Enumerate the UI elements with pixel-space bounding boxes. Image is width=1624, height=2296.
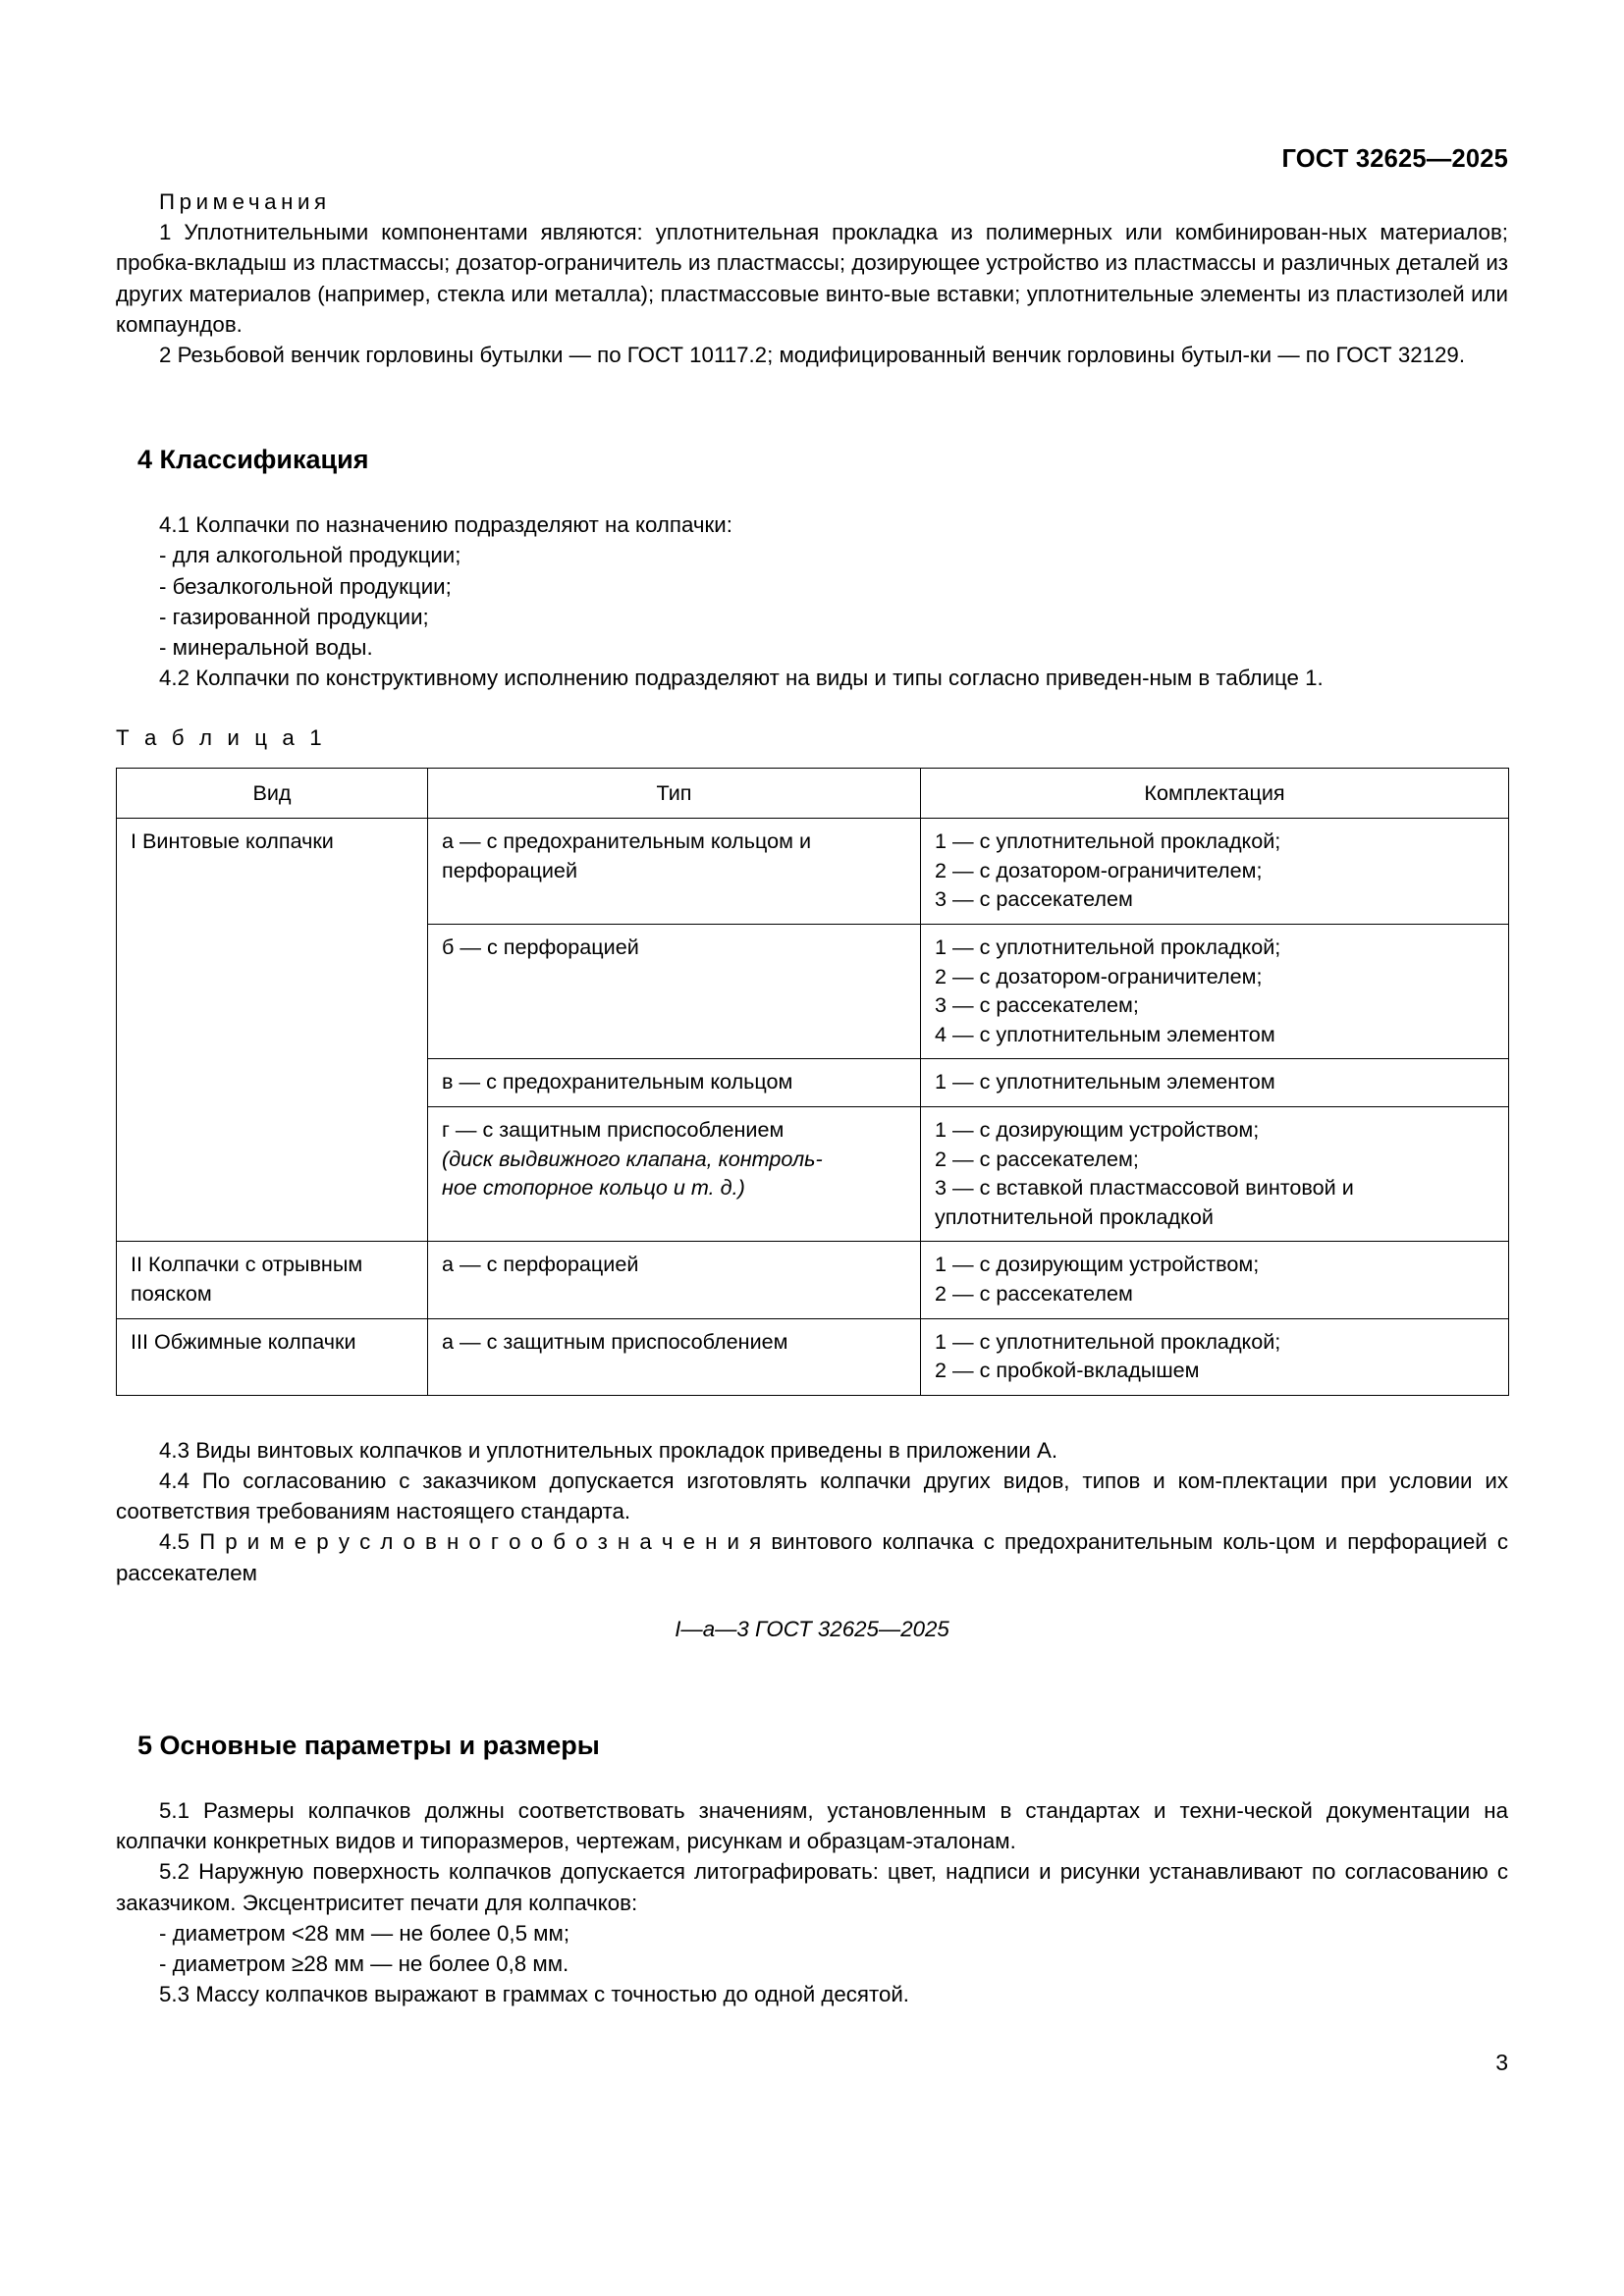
table-cell-line: 1 — с уплотнительной прокладкой; bbox=[935, 1328, 1281, 1354]
table-cell-line: 2 — с дозатором-ограничителем; bbox=[935, 857, 1263, 882]
table-header-tip: Тип bbox=[428, 768, 921, 819]
note-item-1: 1 Уплотнительными компонентами являются: уплотнительная прокладка из полимерных или комбинирован-ных материалов; пробка-вкладыш из пластмассы; дозатор-ограничитель из пластмассы; дозирующее устройство из пластмассы и различных деталей из других материалов (например, стекла или металла); пластмассовые винто-вые вставки; уплотнительные элементы из пластизолей или компаундов. bbox=[116, 220, 1508, 337]
list-item-5-2-1: - диаметром ≥28 мм — не более 0,8 мм. bbox=[159, 1950, 569, 1976]
page-number: 3 bbox=[1495, 2050, 1508, 2075]
table-cell-komplektaciya bbox=[921, 1318, 1509, 1395]
designation-example: I—а—3 ГОСТ 32625—2025 bbox=[675, 1616, 949, 1641]
list-item-5-2-0: - диаметром <28 мм — не более 0,5 мм; bbox=[159, 1920, 570, 1946]
table-cell-tip bbox=[428, 1106, 921, 1241]
note-item-2: 2 Резьбовой венчик горловины бутылки — по ГОСТ 10117.2; модифицированный венчик горловины бутыл-ки — по ГОСТ 32129. bbox=[159, 343, 1466, 368]
table-cell-line: 3 — с рассекателем; bbox=[935, 992, 1139, 1018]
table-cell-line: г — с защитным приспособлением bbox=[442, 1116, 785, 1142]
list-item-4-1-2: - газированной продукции; bbox=[159, 604, 429, 629]
table-cell-line: уплотнительной прокладкой bbox=[935, 1203, 1214, 1229]
table-header-vid: Вид bbox=[117, 768, 428, 819]
table-cell-komplektaciya bbox=[921, 925, 1509, 1059]
paragraph-4-3: 4.3 Виды винтовых колпачков и уплотнительных прокладок приведены в приложении А. bbox=[159, 1437, 1058, 1463]
paragraph-4-5-rest: винтового колпачка с предохранительным коль-цом и перфорацией с рассекателем bbox=[116, 1529, 1508, 1585]
table-cell-line: 1 — с уплотнительной прокладкой; bbox=[935, 828, 1281, 854]
table-cell-line-italic: (диск выдвижного клапана, контроль- bbox=[442, 1146, 823, 1171]
list-item-4-1-0: - для алкогольной продукции; bbox=[159, 543, 461, 568]
table-cell-vid: III Обжимные колпачки bbox=[117, 1318, 428, 1395]
paragraph-4-1: 4.1 Колпачки по назначению подразделяют на колпачки: bbox=[159, 512, 732, 538]
table-cell-line: 1 — с уплотнительным элементом bbox=[935, 1069, 1275, 1095]
table-cell-line: перфорацией bbox=[442, 857, 578, 882]
table-header-kompl: Комплектация bbox=[921, 768, 1509, 819]
table-cell-line: 4 — с уплотнительным элементом bbox=[935, 1021, 1275, 1046]
list-item-4-1-1: - безалкогольной продукции; bbox=[159, 573, 452, 599]
table-cell-line: 2 — с рассекателем; bbox=[935, 1146, 1139, 1171]
table-cell-line: а — с предохранительным кольцом и bbox=[442, 828, 812, 854]
paragraph-4-5-spaced-label: 4.5 П р и м е р у с л о в н о г о о б о з н а ч е н и я bbox=[159, 1529, 762, 1555]
page-header-standard-code: ГОСТ 32625—2025 bbox=[1281, 145, 1508, 173]
table-1-caption: Т а б л и ц а 1 bbox=[116, 725, 327, 751]
table-cell-line: 1 — с дозирующим устройством; bbox=[935, 1252, 1260, 1277]
table-cell-line: 3 — с вставкой пластмассовой винтовой и bbox=[935, 1175, 1354, 1201]
notes-block bbox=[116, 187, 1508, 370]
table-cell-tip bbox=[428, 1242, 921, 1318]
paragraph-4-5 bbox=[116, 1526, 1508, 1587]
table-row bbox=[117, 1318, 1509, 1395]
table-cell-tip bbox=[428, 1318, 921, 1395]
table-cell-line: 2 — с дозатором-ограничителем; bbox=[935, 963, 1263, 988]
paragraph-4-4: 4.4 По согласованию с заказчиком допускается изготовлять колпачки других видов, типов и ком-плектации при условии их соответствия требованиям настоящего стандарта. bbox=[116, 1468, 1508, 1524]
table-cell-line: 2 — с пробкой-вкладышем bbox=[935, 1358, 1200, 1383]
table-cell-line: б — с перфорацией bbox=[442, 934, 639, 960]
table-cell-tip bbox=[428, 925, 921, 1059]
table-header-row bbox=[117, 768, 1509, 819]
table-row bbox=[117, 1242, 1509, 1318]
table-cell-line: 2 — с рассекателем bbox=[935, 1280, 1133, 1306]
paragraph-5-2: 5.2 Наружную поверхность колпачков допускается литографировать: цвет, надписи и рисунки устанавливают по согласованию с заказчиком. Эксцентриситет печати для колпачков: bbox=[116, 1859, 1508, 1915]
table-1-body bbox=[117, 819, 1509, 1396]
table-cell-komplektaciya bbox=[921, 819, 1509, 925]
table-cell-komplektaciya bbox=[921, 1059, 1509, 1107]
notes-title: Примечания bbox=[159, 189, 331, 214]
table-cell-vid: II Колпачки с отрывным пояском bbox=[117, 1242, 428, 1318]
table-cell-tip bbox=[428, 1059, 921, 1107]
paragraph-5-1: 5.1 Размеры колпачков должны соответствовать значениям, установленным в стандартах и техни-ческой документации на колпачки конкретных видов и типоразмеров, чертежам, рисункам и образцам-эталонам. bbox=[116, 1797, 1508, 1854]
paragraph-4-2: 4.2 Колпачки по конструктивному исполнению подразделяют на виды и типы согласно приведен-ным в таблице 1. bbox=[159, 666, 1324, 691]
table-cell-line: 1 — с дозирующим устройством; bbox=[935, 1116, 1260, 1142]
table-cell-line: в — с предохранительным кольцом bbox=[442, 1069, 793, 1095]
table-row bbox=[117, 819, 1509, 925]
table-cell-line: а — с перфорацией bbox=[442, 1252, 639, 1277]
table-cell-vid: I Винтовые колпачки bbox=[117, 819, 428, 1242]
table-1-head bbox=[117, 768, 1509, 819]
section-4-heading: 4 Классификация bbox=[137, 445, 369, 475]
table-cell-line: а — с защитным приспособлением bbox=[442, 1328, 788, 1354]
table-cell-line: 1 — с уплотнительной прокладкой; bbox=[935, 934, 1281, 960]
table-cell-komplektaciya bbox=[921, 1106, 1509, 1241]
list-item-4-1-3: - минеральной воды. bbox=[159, 635, 373, 661]
table-cell-tip bbox=[428, 819, 921, 925]
section-5-heading: 5 Основные параметры и размеры bbox=[137, 1730, 600, 1760]
table-1 bbox=[116, 768, 1509, 1396]
page-content bbox=[116, 0, 1508, 2009]
paragraph-5-3: 5.3 Массу колпачков выражают в граммах с точностью до одной десятой. bbox=[159, 1982, 910, 2007]
table-cell-line-italic: ное стопорное кольцо и т. д.) bbox=[442, 1175, 745, 1201]
table-cell-komplektaciya bbox=[921, 1242, 1509, 1318]
table-cell-line: 3 — с рассекателем bbox=[935, 886, 1133, 912]
